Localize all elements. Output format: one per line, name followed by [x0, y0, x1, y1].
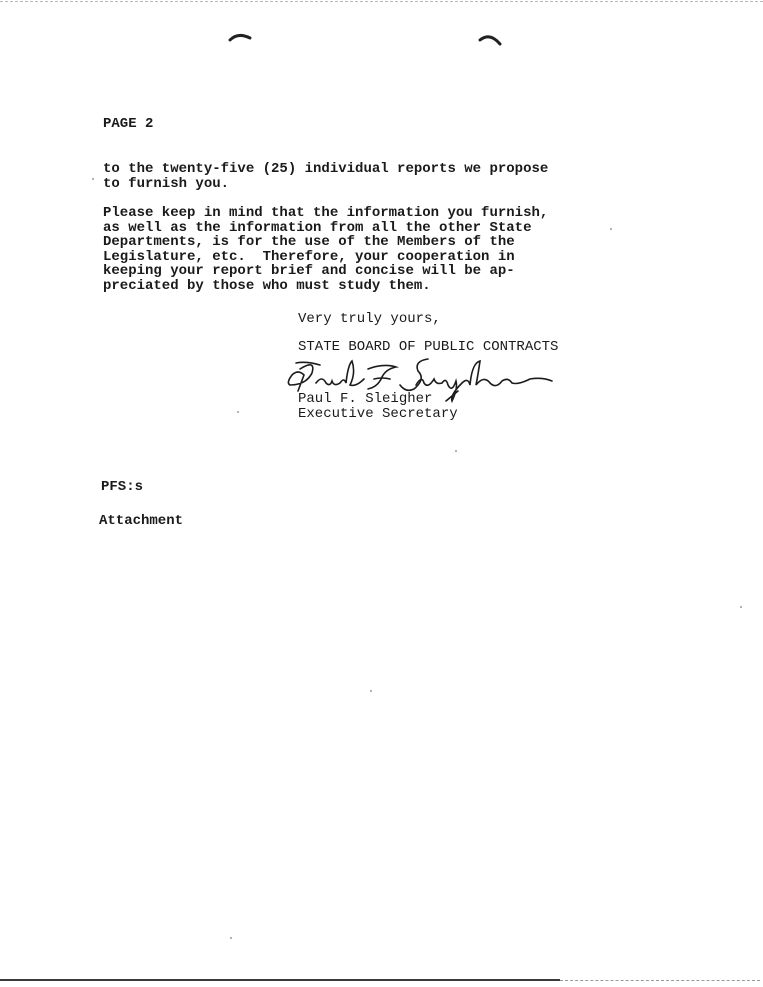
- scan-mark-left: [228, 30, 254, 44]
- bottom-edge-line: [0, 979, 560, 981]
- scan-speck: [92, 178, 94, 180]
- signer-title: Executive Secretary: [298, 406, 458, 422]
- top-edge-artifact: [0, 1, 763, 4]
- reference-initials: PFS:s: [101, 479, 144, 495]
- page-label: PAGE 2: [103, 116, 154, 132]
- scan-speck: [370, 690, 372, 692]
- signer-name: Paul F. Sleigher: [298, 391, 433, 407]
- paragraph-line: Please keep in mind that the information you furnish,: [103, 205, 549, 221]
- scan-speck: [610, 228, 612, 230]
- scan-speck: [455, 450, 457, 452]
- paragraph-line: to the twenty-five (25) individual reports we propose: [103, 161, 549, 177]
- scan-speck: [237, 411, 239, 413]
- paragraph-line: Legislature, etc. Therefore, your cooperation in: [103, 248, 515, 265]
- scan-mark-right: [478, 32, 504, 48]
- paragraph-line: as well as the information from all the other State: [103, 219, 532, 236]
- bottom-edge-artifact: [560, 980, 760, 981]
- salutation: Very truly yours,: [298, 311, 441, 327]
- paragraph-line: keeping your report brief and concise will be ap-: [103, 263, 515, 280]
- organization-name: STATE BOARD OF PUBLIC CONTRACTS: [298, 339, 559, 355]
- scan-speck: [230, 937, 232, 939]
- enclosure-notation: Attachment: [99, 513, 184, 529]
- paragraph-line: preciated by those who must study them.: [103, 277, 431, 294]
- paragraph-line: Departments, is for the use of the Members of the: [103, 234, 515, 251]
- main-paragraph: [103, 206, 548, 294]
- continuation-paragraph: [103, 162, 548, 191]
- paragraph-line: to furnish you.: [103, 175, 230, 192]
- scan-speck: [740, 606, 742, 608]
